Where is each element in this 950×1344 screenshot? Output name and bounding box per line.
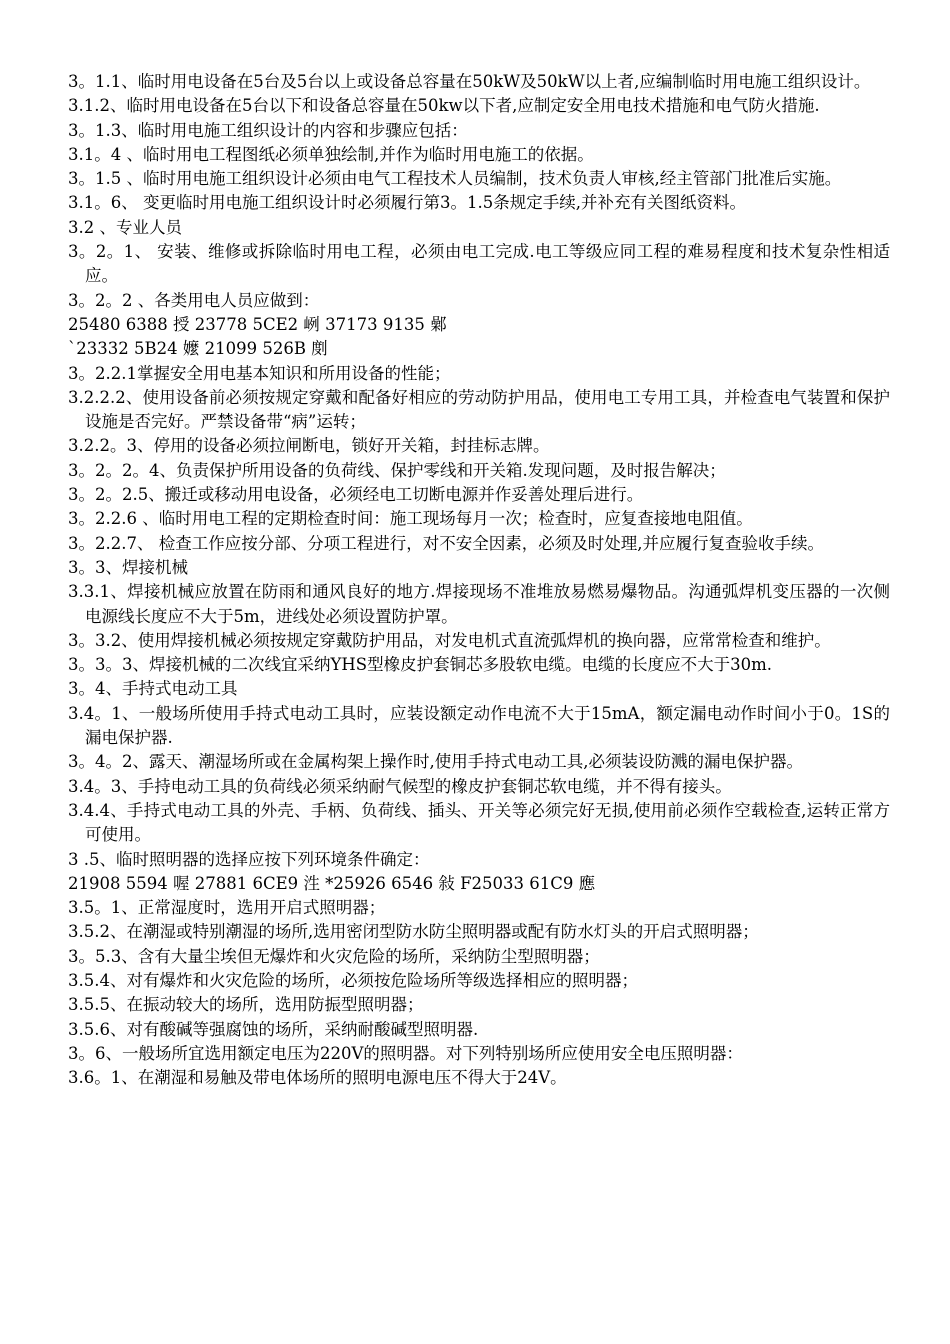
paragraph-3-5-2: 3.5.2、在潮湿或特别潮湿的场所,选用密闭型防水防尘照明器或配有防水灯头的开启式照明器； — [68, 922, 759, 942]
garbled-code-line-1: 25480 6388 授 23778 5CE2 峢 37173 9135 鄵 — [68, 314, 447, 334]
paragraph-3-2-2-3: 3.2.2。3、停用的设备必须拉闸断电，锁好开关箱，封挂标志牌。 — [68, 436, 550, 456]
paragraph-3-3-1: 3.3.1、焊接机械应放置在防雨和通风良好的地方.焊接现场不准堆放易燃易爆物品。沟通弧焊机变压器的一次侧电源线长度应不大于5m，进线处必须设置防护罩。 — [68, 582, 890, 626]
paragraph-3-4-3: 3.4。3、手持电动工具的负荷线必须采纳耐气候型的橡皮护套铜芯软电缆，并不得有接头。 — [68, 776, 732, 796]
paragraph-3-2-2-2: 3.2.2.2、使用设备前必须按规定穿戴和配备好相应的劳动防护用品，使用电工专用工具，并检查电气装置和保护设施是否完好。严禁设备带“病”运转； — [68, 387, 890, 432]
paragraph-3-1-1: 3。1.1、临时用电设备在5台及5台以上或设备总容量在50kW及50kW以上者,应编制临时用电施工组织设计。 — [68, 72, 871, 91]
heading-3-4: 3。4、手持式电动工具 — [68, 679, 238, 699]
garbled-code-line-2: `23332 5B24 嬤 21099 526B 剫 — [68, 339, 328, 359]
paragraph-3-5-3: 3。5.3、含有大量尘埃但无爆炸和火灾危险的场所，采纳防尘型照明器； — [68, 946, 600, 966]
heading-3-3: 3。3、焊接机械 — [68, 557, 188, 577]
paragraph-3-5-6: 3.5.6、对有酸碱等强腐蚀的场所，采纳耐酸碱型照明器. — [68, 1019, 479, 1039]
paragraph-3-1-6: 3.1。6、 变更临时用电施工组织设计时必须履行第3。1.5条规定手续,并补充有关图纸资料。 — [68, 193, 746, 213]
paragraph-3-2-1: 3。2。1、 安装、维修或拆除临时用电工程，必须由电工完成.电工等级应同工程的难易程度和技术复杂性相适应。 — [68, 242, 890, 286]
paragraph-3-4-2: 3。4。2、露天、潮湿场所或在金属构架上操作时,使用手持式电动工具,必须装设防溅的漏电保护器。 — [68, 752, 803, 772]
paragraph-3-5-1: 3.5。1、正常湿度时，选用开启式照明器； — [68, 898, 386, 918]
paragraph-3-5-5: 3.5.5、在振动较大的场所，选用防振型照明器； — [68, 995, 424, 1015]
paragraph-3-3-3: 3。3。3、焊接机械的二次线宜采纳YHS型橡皮护套铜芯多股软电缆。电缆的长度应不大于30m. — [68, 655, 772, 675]
paragraph-3-3-2: 3。3.2、使用焊接机械必须按规定穿戴防护用品，对发电机式直流弧焊机的换向器，应常常检查和维护。 — [68, 630, 831, 650]
paragraph-3-1-2: 3.1.2、临时用电设备在5台以下和设备总容量在50kw以下者,应制定安全用电技术措施和电气防火措施. — [68, 96, 820, 116]
paragraph-3-2-2-5: 3。2。2.5、搬迁或移动用电设备，必须经电工切断电源并作妥善处理后进行。 — [68, 485, 644, 505]
paragraph-3-2-2-1: 3。2.2.1掌握安全用电基本知识和所用设备的性能； — [68, 363, 451, 383]
paragraph-3-6: 3。6、一般场所宜选用额定电压为220V的照明器。对下列特别场所应使用安全电压照明器： — [68, 1043, 743, 1063]
heading-3-2: 3.2 、专业人员 — [68, 217, 182, 237]
garbled-code-line-3: 21908 5594 喔 27881 6CE9 泩 *25926 6546 敍 F25033 61C9 應 — [68, 873, 596, 893]
paragraph-3-2-2-7: 3。2.2.7、 检查工作应按分部、分项工程进行，对不安全因素，必须及时处理,并应履行复查验收手续。 — [68, 533, 824, 553]
paragraph-3-6-1: 3.6。1、在潮湿和易触及带电体场所的照明电源电压不得大于24V。 — [68, 1068, 567, 1088]
paragraph-3-1-3: 3。1.3、临时用电施工组织设计的内容和步骤应包括： — [68, 120, 468, 140]
paragraph-3-2-2: 3。2。2 、各类用电人员应做到： — [68, 290, 320, 310]
paragraph-3-2-2-6: 3。2.2.6 、临时用电工程的定期检查时间：施工现场每月一次；检查时，应复查接地电阻值。 — [68, 509, 753, 529]
paragraph-3-5-4: 3.5.4、对有爆炸和火灾危险的场所，必须按危险场所等级选择相应的照明器； — [68, 970, 638, 990]
document-page — [68, 70, 890, 1090]
paragraph-3-2-2-4: 3。2。2。4、负责保护所用设备的负荷线、保护零线和开关箱.发现问题，及时报告解决； — [68, 460, 726, 480]
paragraph-3-4-1: 3.4。1、一般场所使用手持式电动工具时，应装设额定动作电流不大于15mA，额定漏电动作时间小于0。1S的漏电保护器. — [68, 703, 890, 748]
paragraph-3-4-4: 3.4.4、手持式电动工具的外壳、手柄、负荷线、插头、开关等必须完好无损,使用前必须作空载检查,运转正常方可使用。 — [68, 800, 890, 845]
paragraph-3-1-5: 3。1.5 、临时用电施工组织设计必须由电气工程技术人员编制，技术负责人审核,经主管部门批准后实施。 — [68, 169, 842, 189]
heading-3-5: 3 .5、临时照明器的选择应按下列环境条件确定： — [68, 849, 430, 869]
paragraph-3-1-4: 3.1。4 、临时用电工程图纸必须单独绘制,并作为临时用电施工的依据。 — [68, 144, 594, 164]
